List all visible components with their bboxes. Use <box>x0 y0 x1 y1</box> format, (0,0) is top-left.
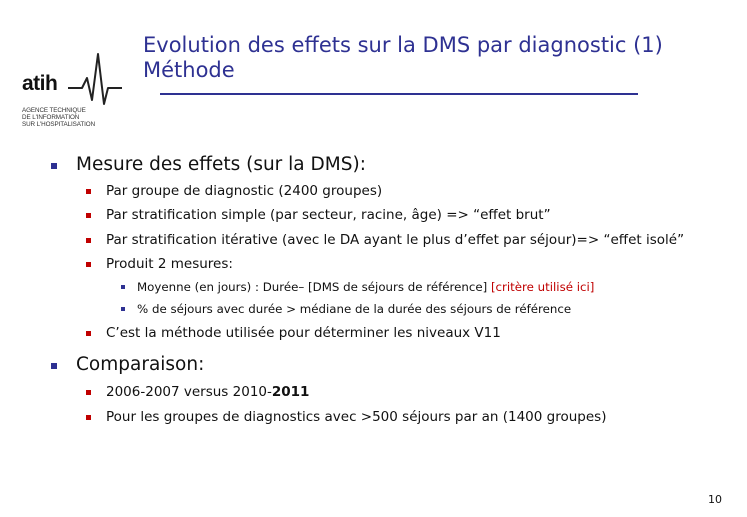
title-underline <box>160 93 638 95</box>
bullet-square-icon <box>86 213 91 218</box>
bullet-square-icon <box>86 189 91 194</box>
bullet-square-icon <box>121 307 125 311</box>
logo-wordmark: atih <box>22 72 58 95</box>
critere-highlight: [critère utilisé ici] <box>490 280 595 294</box>
bullet-square-icon <box>86 238 91 243</box>
slide-title-line2: Méthode <box>143 58 235 82</box>
bullet-comparaison: Comparaison: <box>76 354 204 375</box>
bullet-mesure: Mesure des effets (sur la DMS): <box>76 154 366 175</box>
bullet-square-icon <box>86 331 91 336</box>
atih-logo <box>20 48 130 138</box>
sub-bullet-methode: C’est la méthode utilisée pour déterminer les niveaux V11 <box>106 325 501 341</box>
sub-bullet-periode: 2006-2007 versus 2010-2011 <box>106 384 309 400</box>
bullet-square-icon <box>121 285 125 289</box>
sub-bullet-stratification-iterative: Par stratification itérative (avec le DA ayant le plus d’effet par séjour)=> “effet isolé” <box>106 232 684 248</box>
bullet-square-icon <box>86 262 91 267</box>
slide-title <box>143 33 703 83</box>
sub-bullet-groupes: Pour les groupes de diagnostics avec >500 séjours par an (1400 groupes) <box>106 409 606 425</box>
sub-bullet-groupe: Par groupe de diagnostic (2400 groupes) <box>106 183 382 199</box>
sub-sub-bullet-pourcentage: % de séjours avec durée > médiane de la durée des séjours de référence <box>137 302 571 316</box>
sub-sub-bullet-moyenne: Moyenne (en jours) : Durée– [DMS de séjours de référence] [critère utilisé ici] <box>137 280 594 294</box>
year-bold: 2011 <box>271 384 310 400</box>
bullet-square-icon <box>51 163 57 169</box>
logo-subtitle: AGENCE TECHNIQUE DE L'INFORMATION SUR L'HOSPITALISATION <box>22 107 96 129</box>
page-number: 10 <box>708 493 722 506</box>
bullet-square-icon <box>51 363 57 369</box>
bullet-square-icon <box>86 415 91 420</box>
sub-bullet-stratification-simple: Par stratification simple (par secteur, racine, âge) => “effet brut” <box>106 207 551 223</box>
slide-title-line1: Evolution des effets sur la DMS par diagnostic (1) <box>143 33 663 57</box>
sub-bullet-produit: Produit 2 mesures: <box>106 256 233 272</box>
bullet-square-icon <box>86 390 91 395</box>
